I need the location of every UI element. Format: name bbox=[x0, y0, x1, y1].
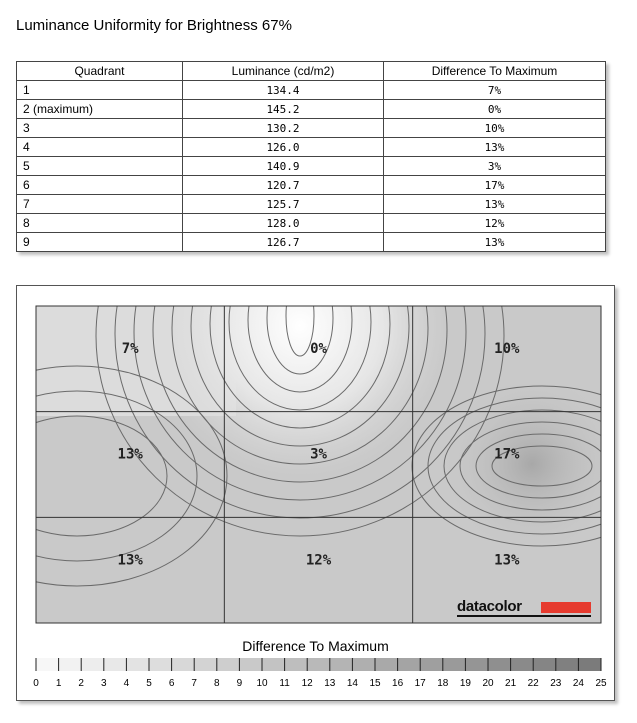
quadrant-cell: 8 bbox=[17, 214, 183, 233]
legend-swatch bbox=[285, 658, 308, 671]
datacolor-logo-bar bbox=[541, 602, 591, 613]
legend-tick-label: 7 bbox=[191, 678, 197, 689]
difference-cell: 17% bbox=[384, 176, 606, 195]
luminance-cell: 145.2 bbox=[183, 100, 384, 119]
legend-tick-label: 4 bbox=[123, 678, 130, 689]
quadrant-cell: 1 bbox=[17, 81, 183, 100]
luminance-cell: 125.7 bbox=[183, 195, 384, 214]
legend-swatch bbox=[194, 658, 217, 671]
datacolor-logo-underline bbox=[457, 615, 591, 617]
legend-swatch bbox=[398, 658, 421, 671]
legend-swatch bbox=[239, 658, 262, 671]
legend-swatch bbox=[104, 658, 127, 671]
legend-swatch bbox=[217, 658, 240, 671]
legend-tick-label: 23 bbox=[550, 678, 562, 689]
legend-tick-label: 0 bbox=[33, 678, 39, 689]
legend-tick-label: 1 bbox=[55, 678, 62, 689]
legend-title: Difference To Maximum bbox=[242, 638, 389, 654]
uniformity-table-container bbox=[16, 61, 606, 252]
quadrant-label: 13% bbox=[117, 552, 143, 569]
legend-tick-label: 18 bbox=[437, 678, 449, 689]
legend-tick-label: 10 bbox=[256, 678, 268, 689]
quadrant-label: 12% bbox=[305, 552, 332, 569]
luminance-cell: 134.4 bbox=[183, 81, 384, 100]
uniformity-chart bbox=[16, 285, 615, 701]
legend-tick-label: 2 bbox=[78, 678, 84, 689]
legend-scale bbox=[33, 658, 607, 689]
legend-swatch bbox=[330, 658, 353, 671]
legend-tick-label: 13 bbox=[324, 678, 336, 689]
legend-tick-label: 11 bbox=[279, 678, 290, 689]
legend-tick-label: 16 bbox=[392, 678, 404, 689]
table-row bbox=[17, 176, 606, 195]
legend-tick-label: 20 bbox=[482, 678, 494, 689]
legend-swatch bbox=[352, 658, 375, 671]
column-header-difference: Difference To Maximum bbox=[384, 62, 606, 81]
quadrant-cell: 7 bbox=[17, 195, 183, 214]
table-row bbox=[17, 157, 606, 176]
legend-swatch bbox=[533, 658, 556, 671]
table-row bbox=[17, 100, 606, 119]
difference-cell: 3% bbox=[384, 157, 606, 176]
luminance-cell: 130.2 bbox=[183, 119, 384, 138]
legend-swatch bbox=[556, 658, 579, 671]
quadrant-label: 3% bbox=[310, 446, 327, 463]
legend-swatch bbox=[126, 658, 149, 671]
difference-cell: 10% bbox=[384, 119, 606, 138]
legend-swatch bbox=[307, 658, 330, 671]
uniformity-table bbox=[16, 61, 606, 252]
quadrant-label: 13% bbox=[494, 552, 520, 569]
legend-tick-label: 19 bbox=[459, 678, 471, 689]
legend-tick-label: 3 bbox=[101, 678, 107, 689]
quadrant-cell: 3 bbox=[17, 119, 183, 138]
legend-tick-label: 17 bbox=[414, 678, 426, 689]
legend-swatch bbox=[511, 658, 534, 671]
difference-cell: 13% bbox=[384, 233, 606, 252]
legend-swatch bbox=[149, 658, 172, 671]
table-row bbox=[17, 214, 606, 233]
difference-cell: 12% bbox=[384, 214, 606, 233]
legend-swatch bbox=[375, 658, 398, 671]
difference-cell: 0% bbox=[384, 100, 606, 119]
quadrant-label: 13% bbox=[117, 446, 143, 463]
legend-swatch bbox=[262, 658, 285, 671]
legend-swatch bbox=[578, 658, 601, 671]
quadrant-label: 10% bbox=[494, 341, 520, 357]
datacolor-logo bbox=[457, 599, 593, 617]
difference-cell: 13% bbox=[384, 195, 606, 214]
legend-tick-label: 22 bbox=[527, 678, 539, 689]
quadrant-cell: 5 bbox=[17, 157, 183, 176]
quadrant-cell: 6 bbox=[17, 176, 183, 195]
luminance-cell: 120.7 bbox=[183, 176, 384, 195]
legend-tick-label: 24 bbox=[572, 678, 584, 689]
table-row bbox=[17, 81, 606, 100]
column-header-luminance: Luminance (cd/m2) bbox=[183, 62, 384, 81]
difference-cell: 13% bbox=[384, 138, 606, 157]
quadrant-cell: 2 (maximum) bbox=[17, 100, 183, 119]
legend-swatch bbox=[420, 658, 443, 671]
legend-swatch bbox=[36, 658, 59, 671]
legend-swatch bbox=[59, 658, 82, 671]
luminance-cell: 140.9 bbox=[183, 157, 384, 176]
datacolor-logo-text: datacolor bbox=[457, 598, 522, 615]
legend-tick-label: 6 bbox=[168, 678, 175, 689]
legend-tick-label: 5 bbox=[146, 678, 152, 689]
difference-cell: 7% bbox=[384, 81, 606, 100]
legend-swatch bbox=[465, 658, 488, 671]
luminance-cell: 126.7 bbox=[183, 233, 384, 252]
quadrant-label: 17% bbox=[494, 446, 520, 463]
legend-tick-label: 9 bbox=[236, 678, 243, 689]
legend-tick-label: 14 bbox=[346, 678, 358, 689]
legend-swatch bbox=[81, 658, 104, 671]
quadrant-cell: 9 bbox=[17, 233, 183, 252]
table-row bbox=[17, 138, 606, 157]
legend-swatch bbox=[488, 658, 511, 671]
legend-swatch bbox=[443, 658, 466, 671]
quadrant-cell: 4 bbox=[17, 138, 183, 157]
page-title: Luminance Uniformity for Brightness 67% bbox=[16, 17, 292, 34]
legend-tick-label: 15 bbox=[369, 678, 381, 689]
table-row bbox=[17, 233, 606, 252]
table-row bbox=[17, 119, 606, 138]
legend-tick-label: 12 bbox=[301, 678, 313, 689]
table-row bbox=[17, 195, 606, 214]
legend-tick-label: 8 bbox=[214, 678, 220, 689]
luminance-cell: 128.0 bbox=[183, 214, 384, 233]
table-header-row bbox=[17, 62, 606, 81]
legend-swatch bbox=[172, 658, 195, 671]
quadrant-label: 7% bbox=[121, 341, 139, 357]
luminance-cell: 126.0 bbox=[183, 138, 384, 157]
column-header-quadrant: Quadrant bbox=[17, 62, 183, 81]
legend-tick-label: 25 bbox=[595, 678, 607, 689]
quadrant-label: 0% bbox=[310, 341, 327, 357]
legend-tick-label: 21 bbox=[505, 678, 517, 689]
